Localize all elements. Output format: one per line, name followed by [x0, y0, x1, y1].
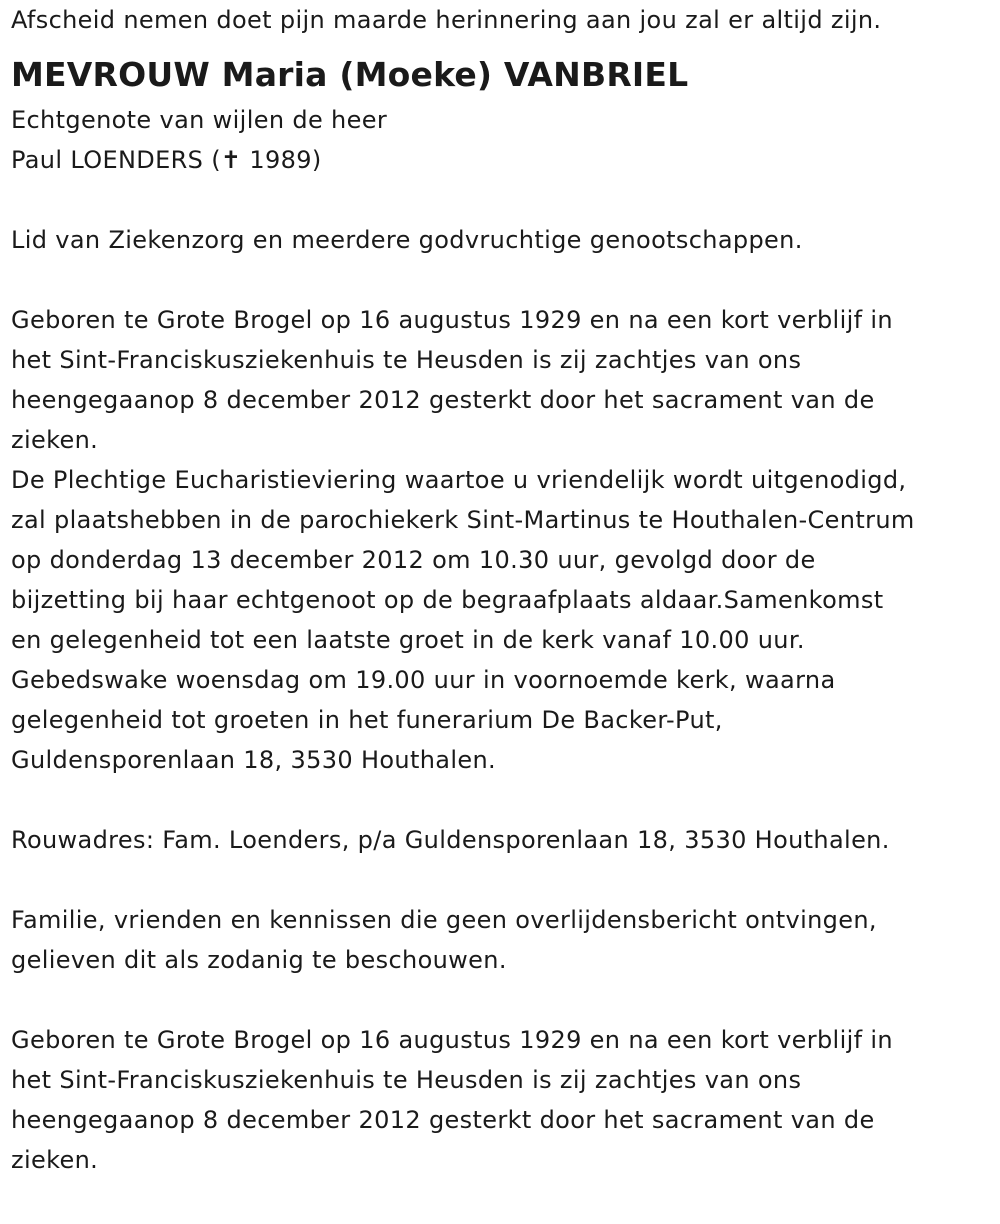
- notice-line: Familie, vrienden en kennissen die geen overlijdensbericht ontvingen,: [11, 906, 877, 934]
- notice-paragraph: [11, 900, 996, 980]
- spouse-line: Echtgenote van wijlen de heer: [11, 106, 388, 134]
- spouse-paragraph: [11, 100, 996, 180]
- ceremony-line: gelegenheid tot groeten in het funerarium De Backer-Put,: [11, 706, 723, 734]
- obituary-page: [11, 0, 996, 1180]
- ceremony-line: Guldensporenlaan 18, 3530 Houthalen.: [11, 746, 496, 774]
- birth-line: zieken.: [11, 426, 99, 454]
- ceremony-paragraph: [11, 460, 996, 780]
- membership-line: Lid van Ziekenzorg en meerdere godvruchtige genootschappen.: [11, 226, 803, 254]
- notice-line: gelieven dit als zodanig te beschouwen.: [11, 946, 507, 974]
- birth-paragraph-repeat: [11, 1020, 996, 1180]
- ceremony-line: De Plechtige Eucharistieviering waartoe u vriendelijk wordt uitgenodigd,: [11, 466, 907, 494]
- birth-repeat-line: Geboren te Grote Brogel op 16 augustus 1929 en na een kort verblijf in: [11, 1026, 893, 1054]
- opening-line: Afscheid nemen doet pijn maarde herinnering aan jou zal er altijd zijn.: [11, 6, 882, 34]
- birth-repeat-line: heengegaanop 8 december 2012 gesterkt door het sacrament van de: [11, 1106, 875, 1134]
- birth-line: het Sint-Franciskusziekenhuis te Heusden is zij zachtjes van ons: [11, 346, 802, 374]
- birth-paragraph: [11, 300, 996, 460]
- spouse-line: Paul LOENDERS (✝ 1989): [11, 146, 322, 174]
- birth-repeat-line: het Sint-Franciskusziekenhuis te Heusden is zij zachtjes van ons: [11, 1066, 802, 1094]
- address-line: Rouwadres: Fam. Loenders, p/a Guldensporenlaan 18, 3530 Houthalen.: [11, 826, 890, 854]
- ceremony-line: Gebedswake woensdag om 19.00 uur in voornoemde kerk, waarna: [11, 666, 836, 694]
- birth-line: Geboren te Grote Brogel op 16 augustus 1929 en na een kort verblijf in: [11, 306, 893, 334]
- ceremony-line: bijzetting bij haar echtgenoot op de begraafplaats aldaar.Samenkomst: [11, 586, 884, 614]
- ceremony-line: en gelegenheid tot een laatste groet in de kerk vanaf 10.00 uur.: [11, 626, 805, 654]
- ceremony-line: zal plaatshebben in de parochiekerk Sint-Martinus te Houthalen-Centrum: [11, 506, 915, 534]
- birth-line: heengegaanop 8 december 2012 gesterkt door het sacrament van de: [11, 386, 875, 414]
- deceased-name: MEVROUW Maria (Moeke) VANBRIEL: [11, 55, 689, 94]
- ceremony-line: op donderdag 13 december 2012 om 10.30 uur, gevolgd door de: [11, 546, 816, 574]
- birth-repeat-line: zieken.: [11, 1146, 99, 1174]
